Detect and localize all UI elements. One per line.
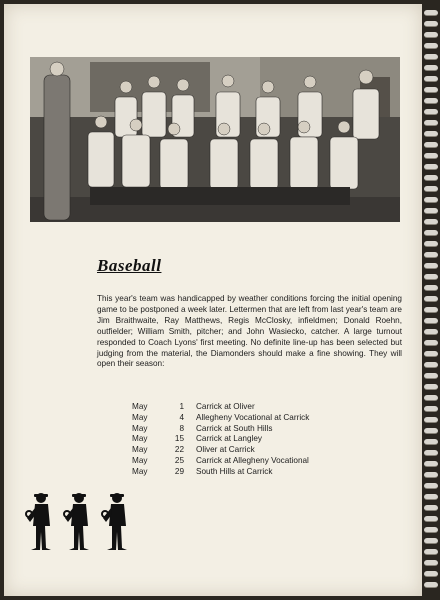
binding-ring xyxy=(424,384,438,390)
binding-ring xyxy=(424,450,438,456)
binding-ring xyxy=(424,428,438,434)
schedule-row xyxy=(132,445,332,456)
binding-ring xyxy=(424,483,438,489)
schedule-game: South Hills at Carrick xyxy=(196,466,273,476)
schedule-day: 8 xyxy=(179,423,184,433)
team-photo xyxy=(30,57,400,222)
binding-ring xyxy=(424,131,438,137)
player-silhouettes xyxy=(24,492,144,554)
binding-ring xyxy=(424,230,438,236)
baseball-player-silhouette-icon xyxy=(24,492,144,554)
binding-ring xyxy=(424,263,438,269)
binding-ring xyxy=(424,296,438,302)
schedule-game: Oliver at Carrick xyxy=(196,445,255,455)
binding-ring xyxy=(424,54,438,60)
binding-ring xyxy=(424,395,438,401)
article-body: This year's team was handicapped by weather conditions forcing the initial opening game to be postponed a week later. Lettermen that are left from last year's team are Jim Braithwaite, Ray Matthews, Regis McClosky, infieldmen; Donald Roehn, outfielder; William Smith, pitcher; and John Wasiecko, catcher. A large turnout responded to Coach Lyons' first meeting. No definite line-up has been selected but judging from the material, the Diamonders should make a fine showing. They will open their season: xyxy=(97,294,402,369)
binding-ring xyxy=(424,549,438,555)
binding-ring xyxy=(424,494,438,500)
binding-ring xyxy=(424,362,438,368)
binding-ring xyxy=(424,76,438,82)
schedule-game: Allegheny Vocational at Carrick xyxy=(196,412,310,422)
binding-ring xyxy=(424,406,438,412)
schedule-row xyxy=(132,424,332,435)
binding-ring xyxy=(424,153,438,159)
spiral-binding xyxy=(422,4,440,596)
binding-ring xyxy=(424,505,438,511)
schedule-game: Carrick at Allegheny Vocational xyxy=(196,455,309,465)
schedule-day: 29 xyxy=(174,466,184,476)
binding-ring xyxy=(424,582,438,588)
schedule-day: 15 xyxy=(174,434,184,444)
schedule-day: 22 xyxy=(174,445,184,455)
binding-ring xyxy=(424,340,438,346)
binding-ring xyxy=(424,417,438,423)
binding-ring xyxy=(424,186,438,192)
schedule-game: Carrick at South Hills xyxy=(196,423,273,433)
schedule-month: May xyxy=(132,455,148,465)
binding-ring xyxy=(424,439,438,445)
schedule-month: May xyxy=(132,434,148,444)
binding-ring xyxy=(424,351,438,357)
binding-ring xyxy=(424,109,438,115)
schedule-month: May xyxy=(132,402,148,411)
schedule-row xyxy=(132,467,332,478)
binding-ring xyxy=(424,472,438,478)
binding-ring xyxy=(424,329,438,335)
binding-ring xyxy=(424,87,438,93)
schedule-day: 1 xyxy=(179,402,184,411)
binding-ring xyxy=(424,208,438,214)
schedule-month: May xyxy=(132,412,148,422)
schedule-day: 4 xyxy=(179,412,184,422)
game-schedule xyxy=(132,402,332,478)
binding-ring xyxy=(424,10,438,16)
binding-ring xyxy=(424,252,438,258)
binding-ring xyxy=(424,318,438,324)
binding-ring xyxy=(424,65,438,71)
binding-ring xyxy=(424,120,438,126)
binding-ring xyxy=(424,571,438,577)
schedule-row xyxy=(132,413,332,424)
schedule-month: May xyxy=(132,423,148,433)
binding-ring xyxy=(424,516,438,522)
binding-ring xyxy=(424,21,438,27)
schedule-month: May xyxy=(132,466,148,476)
binding-ring xyxy=(424,241,438,247)
binding-ring xyxy=(424,274,438,280)
binding-ring xyxy=(424,197,438,203)
schedule-row xyxy=(132,402,332,413)
binding-ring xyxy=(424,32,438,38)
binding-ring xyxy=(424,175,438,181)
binding-ring xyxy=(424,285,438,291)
binding-ring xyxy=(424,142,438,148)
binding-ring xyxy=(424,461,438,467)
binding-ring xyxy=(424,43,438,49)
binding-ring xyxy=(424,527,438,533)
binding-ring xyxy=(424,164,438,170)
binding-ring xyxy=(424,373,438,379)
paper-sheet xyxy=(4,4,422,596)
schedule-month: May xyxy=(132,445,148,455)
binding-ring xyxy=(424,219,438,225)
schedule-row xyxy=(132,434,332,445)
team-photo-image xyxy=(30,57,400,222)
article-title: Baseball xyxy=(97,256,162,275)
schedule-game: Carrick at Langley xyxy=(196,434,262,444)
binding-ring xyxy=(424,560,438,566)
schedule-row xyxy=(132,456,332,467)
binding-ring xyxy=(424,307,438,313)
schedule-day: 25 xyxy=(174,455,184,465)
binding-ring xyxy=(424,98,438,104)
binding-ring xyxy=(424,538,438,544)
schedule-game: Carrick at Oliver xyxy=(196,402,255,411)
